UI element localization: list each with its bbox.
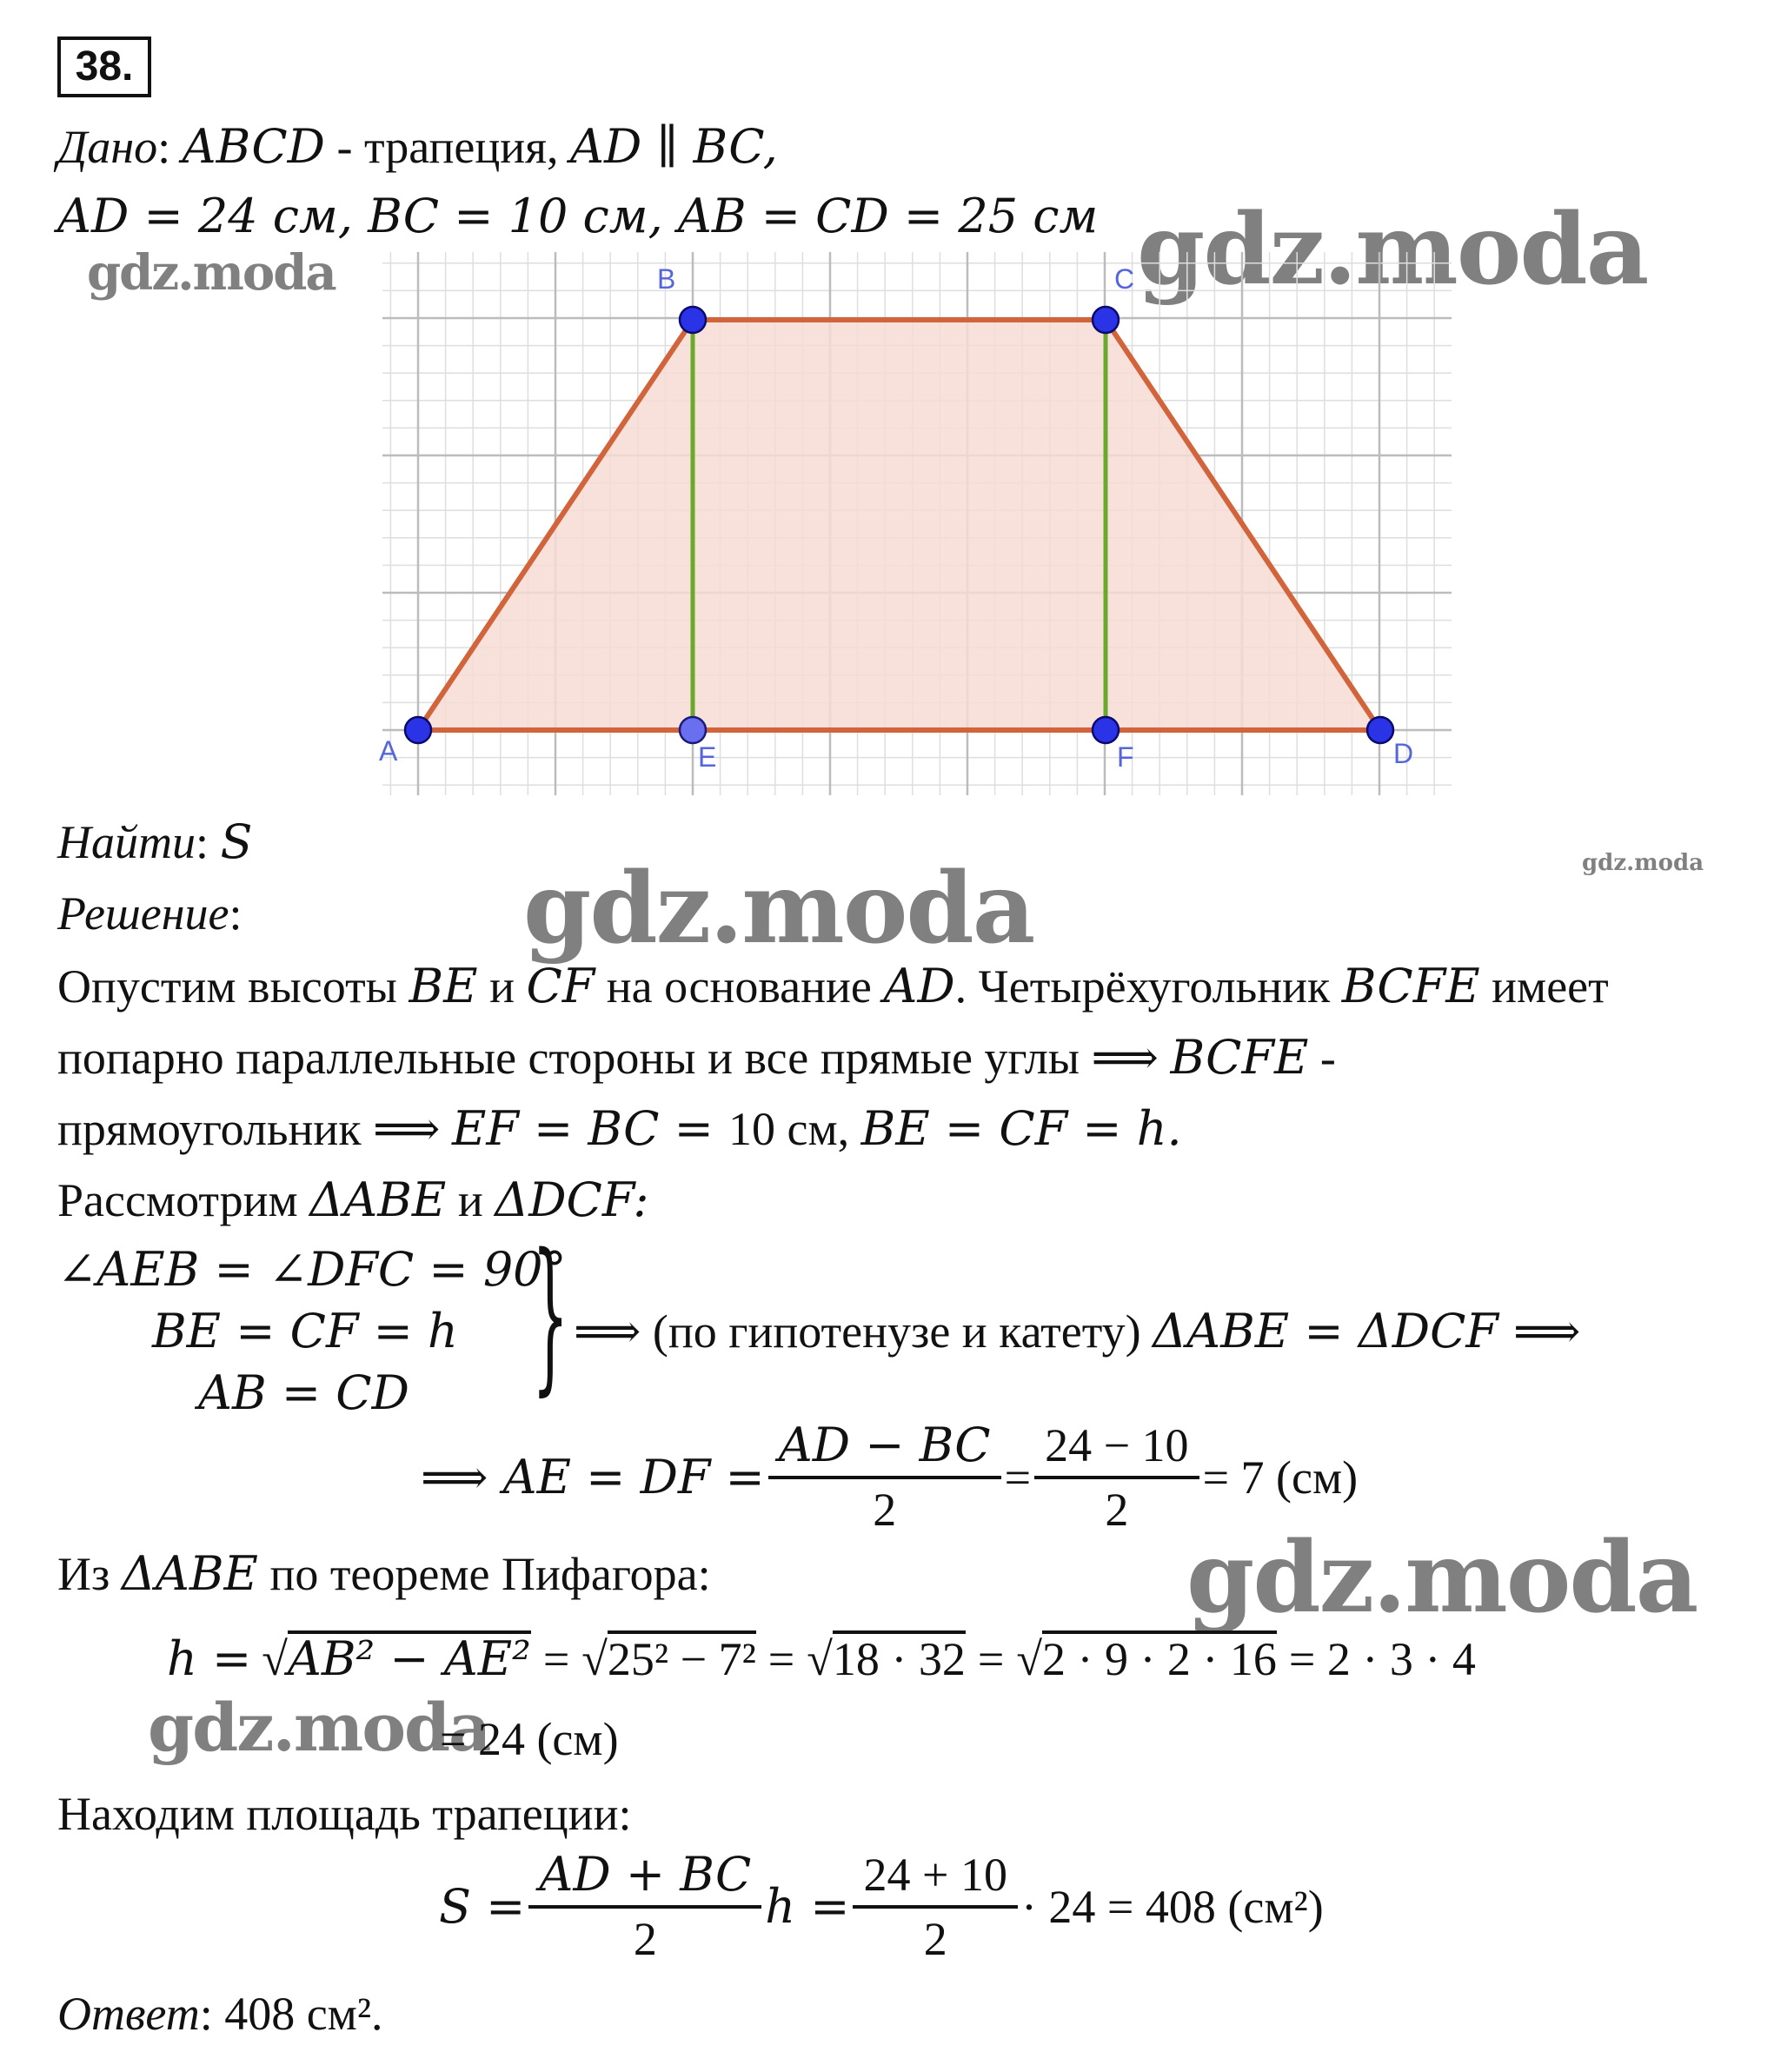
equals: = <box>1004 1451 1032 1504</box>
point-f <box>1093 717 1119 743</box>
solution-p1-line3 <box>57 1101 1182 1156</box>
numerator: 24 − 10 <box>1045 1419 1189 1471</box>
radicand-3: 18 · 32 <box>833 1630 966 1683</box>
text: Опустим высоты <box>57 960 409 1013</box>
math: ΔABE = ΔDCF ⟹ <box>1153 1304 1581 1358</box>
radicand-2: 25² − 7² <box>608 1630 756 1683</box>
watermark-3: gdz.moda <box>1582 850 1704 876</box>
result: · 24 = 408 (см²) <box>1020 1881 1324 1933</box>
result: = 7 (см) <box>1202 1451 1359 1504</box>
answer-value: : 408 см². <box>199 1988 383 2040</box>
point-d <box>1367 717 1393 743</box>
label-b: B <box>657 263 676 295</box>
math: BCFE <box>1341 959 1480 1013</box>
watermark-2: gdz.moda <box>1137 193 1648 307</box>
math: S = <box>439 1879 526 1934</box>
trapezoid-fill <box>418 320 1380 730</box>
numerator: AD + BC <box>539 1847 752 1902</box>
label-c: C <box>1114 263 1135 295</box>
equals: = <box>542 1633 570 1685</box>
math: ΔABE <box>121 1546 258 1601</box>
math: BE <box>409 959 478 1013</box>
find-label: Найти <box>57 816 196 868</box>
text: 10 см, <box>728 1103 861 1155</box>
system-result <box>574 1304 1581 1358</box>
radicand-4: 2 · 9 · 2 · 16 <box>1042 1630 1277 1683</box>
text: прямоугольник ⟹ <box>57 1103 452 1155</box>
given-line-1: Дано: ABCD - трапеция, AD ∥ BC, <box>57 119 778 174</box>
point-a <box>405 717 431 743</box>
math: CF <box>526 959 595 1013</box>
text: имеет <box>1479 960 1609 1013</box>
math: ΔABE <box>309 1172 447 1227</box>
area-formula <box>439 1847 1324 1965</box>
text: и <box>446 1174 495 1226</box>
label-d: D <box>1393 738 1414 769</box>
solution-heading: Решение: <box>57 887 243 940</box>
text: на основание <box>595 960 884 1013</box>
math: AD <box>883 959 955 1013</box>
sqrt-sign: √ <box>807 1633 833 1685</box>
point-b <box>680 307 706 333</box>
label-f: F <box>1117 741 1134 773</box>
solution-p1-line1 <box>57 959 1609 1013</box>
equals: = <box>767 1633 795 1685</box>
given-text: - трапеция, <box>324 121 570 173</box>
denominator: 2 <box>853 1905 1017 1962</box>
label-a: A <box>379 735 398 767</box>
sqrt-sign: √ <box>262 1633 288 1685</box>
text: Рассмотрим <box>57 1174 310 1226</box>
given-label: Дано <box>57 121 158 173</box>
numerator: 24 + 10 <box>863 1849 1007 1901</box>
system-line-1: ∠AEB = ∠DFC = 90° <box>57 1242 567 1297</box>
watermark-6: gdz.moda <box>148 1689 490 1766</box>
watermark-1: gdz.moda <box>87 244 336 302</box>
radicand-1: AB² − AE² <box>287 1631 531 1686</box>
solution-label: Решение <box>57 887 229 940</box>
area-intro: Находим площадь трапеции: <box>57 1788 632 1840</box>
ae-formula <box>421 1418 1359 1536</box>
given-parallel: AD ∥ BC, <box>569 119 778 174</box>
watermark-4: gdz.moda <box>523 852 1034 966</box>
math: h = <box>765 1879 850 1934</box>
find-line: Найти: S <box>57 814 253 869</box>
math: BE = CF = h. <box>860 1101 1182 1156</box>
solution-p1-line2 <box>57 1030 1336 1085</box>
text: попарно параллельные стороны и все прямые углы ⟹ <box>57 1032 1171 1084</box>
system-line-3: AB = CD <box>198 1365 409 1420</box>
text: ⟹ (по гипотенузе и катету) <box>574 1305 1153 1358</box>
consider-line <box>57 1172 649 1227</box>
denominator: 2 <box>768 1476 1001 1533</box>
text: по теореме Пифагора: <box>257 1548 711 1600</box>
denominator: 2 <box>1034 1476 1199 1533</box>
label-e: E <box>698 741 717 773</box>
text: - <box>1308 1032 1336 1084</box>
fraction-1 <box>774 1418 996 1536</box>
pythagoras-intro <box>57 1546 711 1601</box>
equals: = <box>977 1633 1005 1685</box>
math: ΔDCF: <box>495 1172 649 1227</box>
trapezoid-figure <box>374 252 1460 808</box>
given-line-2: AD = 24 см, BC = 10 см, AB = CD = 25 см <box>57 189 1099 243</box>
math: BCFE <box>1170 1030 1309 1085</box>
find-value: S <box>220 814 253 869</box>
watermark-5: gdz.moda <box>1186 1521 1698 1635</box>
math: ⟹ AE = DF = <box>421 1450 765 1504</box>
h-formula <box>167 1630 1476 1686</box>
tail: = 2 · 3 · 4 <box>1288 1633 1476 1685</box>
denominator: 2 <box>528 1905 761 1962</box>
text: Из <box>57 1548 122 1600</box>
given-figure-name: ABCD <box>182 119 325 174</box>
system-line-2: BE = CF = h <box>152 1304 458 1358</box>
sqrt-sign: √ <box>581 1633 608 1685</box>
h-line-2: = 24 (см) <box>440 1713 619 1765</box>
system-brace: } <box>532 1219 569 1411</box>
math: EF = BC = <box>451 1101 729 1156</box>
answer-line <box>57 1988 383 2040</box>
math: h = <box>167 1631 252 1686</box>
sqrt-sign: √ <box>1016 1633 1042 1685</box>
text: и <box>477 960 527 1013</box>
fraction-4 <box>858 1849 1012 1965</box>
fraction-2 <box>1040 1419 1193 1536</box>
point-c <box>1093 307 1119 333</box>
numerator: AD − BC <box>778 1418 991 1472</box>
answer-label: Ответ <box>57 1988 200 2040</box>
text: . Четырёхугольник <box>954 960 1342 1013</box>
fraction-3 <box>534 1847 756 1965</box>
point-e <box>680 717 706 743</box>
problem-number: 38. <box>57 37 151 97</box>
